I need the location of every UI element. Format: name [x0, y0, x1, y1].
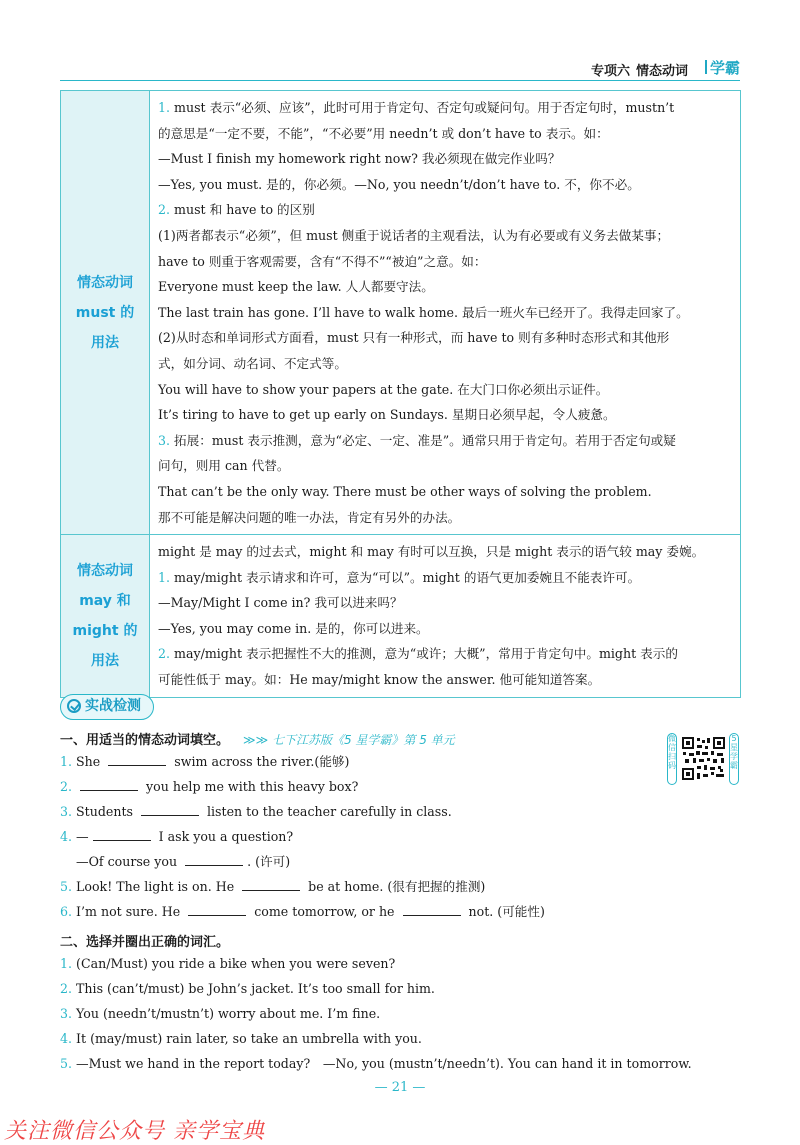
label-line: must 的 — [75, 304, 135, 321]
answer-blank[interactable] — [108, 753, 166, 766]
line-text: —Must I finish my homework right now? 我必须现在做完作业吗？ — [158, 151, 561, 167]
question-text: This (can’t/must) be John’s jacket. It’s too small for him. — [72, 981, 435, 996]
question-text: —Of course you — [76, 854, 182, 869]
question-text: not. (可能性) — [464, 904, 545, 919]
item-number: 4. — [60, 1031, 73, 1046]
choice-question — [60, 954, 395, 974]
line-text: might 是 may 的过去式，might 和 may 有时可以互换，只是 might 表示的语气较 may 委婉。 — [158, 544, 705, 560]
table-line — [158, 249, 734, 275]
line-text: 的意思是“一定不要，不能”，“不必要”用 needn’t 或 don’t have to 表示。如： — [158, 125, 609, 141]
badge-text: 实战检测 — [85, 698, 141, 714]
table-line — [158, 402, 734, 428]
part2-title: 二、选择并圈出正确的词汇。 — [60, 935, 230, 950]
question-text: listen to the teacher carefully in class. — [203, 804, 452, 819]
label-line: 用法 — [91, 334, 119, 351]
fill-question — [60, 777, 358, 797]
answer-blank[interactable] — [80, 778, 138, 791]
item-number: 5. — [60, 1056, 73, 1071]
table-line — [158, 146, 734, 172]
line-text: That can’t be the only way. There must be other ways of solving the problem. — [158, 483, 652, 499]
label-line: may 和 — [79, 592, 131, 609]
table-line — [158, 95, 734, 121]
question-text: I ask you a question? — [154, 829, 294, 844]
question-text: I’m not sure. He — [72, 904, 185, 919]
qr-code-block[interactable] — [667, 731, 740, 787]
line-text: may/might 表示请求和许可，意为“可以”。might 的语气更加委婉且不能表许可。 — [170, 569, 641, 585]
qr-right-label: 5星学霸 — [729, 733, 739, 785]
item-number: 5. — [60, 879, 73, 894]
line-text: Everyone must keep the law. 人人都要守法。 — [158, 279, 434, 295]
question-text: . (许可) — [247, 854, 291, 869]
line-text: (1)两者都表示“必须”，但 must 侧重于说话者的主观看法，认为有必要或有义务去做某事； — [158, 227, 670, 243]
table-line — [158, 300, 734, 326]
brand-logo — [705, 57, 740, 78]
label-line: might 的 — [72, 622, 138, 639]
brand-text: 学霸 — [709, 59, 740, 77]
row-must-content — [150, 91, 741, 535]
item-number: 1. — [60, 956, 73, 971]
table-line — [158, 172, 734, 198]
question-text: swim across the river.(能够) — [170, 754, 350, 769]
question-text: It (may/must) rain later, so take an umbrella with you. — [72, 1031, 422, 1046]
table-line — [158, 325, 734, 351]
table-line — [158, 590, 734, 616]
table-line — [158, 428, 734, 454]
label-line: 情态动词 — [77, 274, 133, 291]
part1-reference: ≫≫ 七下江苏版《5 星学霸》第 5 单元 — [243, 733, 455, 747]
table-line — [158, 641, 734, 667]
item-number: 2. — [158, 202, 171, 218]
item-number: 2. — [60, 981, 73, 996]
table-line — [158, 351, 734, 377]
question-text: Students — [72, 804, 137, 819]
line-text: 拓展：must 表示推测，意为“必定、一定、准是”。通常只用于肯定句。若用于否定句或疑 — [170, 432, 676, 448]
fill-question — [60, 802, 452, 822]
line-text: 问句，则用 can 代替。 — [158, 458, 290, 474]
question-text: be at home. (很有把握的推测) — [304, 879, 486, 894]
fill-question — [60, 827, 293, 847]
table-line — [158, 479, 734, 505]
part1-title-text: 一、用适当的情态动词填空。 — [60, 733, 230, 748]
question-text: you help me with this heavy box? — [142, 779, 359, 794]
practice-badge — [60, 694, 154, 720]
answer-blank[interactable] — [403, 903, 461, 916]
line-text: It’s tiring to have to get up early on Sundays. 星期日必须早起，令人疲惫。 — [158, 407, 616, 423]
line-text: may/might 表示把握性不大的推测，意为“或许；大概”，常用于肯定句中。might 表示的 — [170, 646, 678, 662]
table-line — [158, 121, 734, 147]
fill-question — [60, 877, 485, 897]
check-circle-icon — [67, 699, 81, 713]
label-line: 情态动词 — [77, 562, 133, 579]
row-may-label — [61, 535, 150, 698]
table-line — [158, 505, 734, 531]
table-line — [158, 616, 734, 642]
question-text: (Can/Must) you ride a bike when you were seven? — [72, 956, 396, 971]
table-line — [158, 274, 734, 300]
line-text: You will have to show your papers at the gate. 在大门口你必须出示证件。 — [158, 381, 609, 397]
answer-blank[interactable] — [141, 803, 199, 816]
line-text: (2)从时态和单词形式方面看，must 只有一种形式，而 have to 则有多种时态形式和其他形 — [158, 330, 670, 346]
line-text: —Yes, you must. 是的，你必须。—No, you needn’t/don’t have to. 不，你不必。 — [158, 176, 640, 192]
question-text: You (needn’t/mustn’t) worry about me. I’m fine. — [72, 1006, 381, 1021]
row-must-label — [61, 91, 150, 535]
table-line — [158, 565, 734, 591]
choice-question — [60, 1004, 380, 1024]
grammar-table — [60, 90, 741, 698]
line-text: 那不可能是解决问题的唯一办法，肯定有另外的办法。 — [158, 509, 461, 525]
item-number: 2. — [60, 779, 73, 794]
item-number: 3. — [60, 1006, 73, 1021]
item-number: 3. — [158, 432, 171, 448]
item-number: 1. — [60, 754, 73, 769]
line-text: 可能性低于 may。如：He may/might know the answer. 他可能知道答案。 — [158, 672, 601, 688]
item-number: 1. — [158, 569, 171, 585]
choice-question — [60, 1054, 692, 1074]
question-text: She — [72, 754, 105, 769]
answer-blank[interactable] — [242, 878, 300, 891]
row-may-might — [61, 535, 741, 698]
item-number: 1. — [158, 100, 171, 115]
answer-blank[interactable] — [93, 828, 151, 841]
fill-question — [76, 852, 290, 872]
line-text: —Yes, you may come in. 是的，你可以进来。 — [158, 620, 429, 636]
fill-question — [60, 902, 545, 922]
line-text: —May/Might I come in? 我可以进来吗？ — [158, 595, 403, 611]
choice-question — [60, 979, 435, 999]
label-line: 用法 — [91, 652, 119, 669]
table-line — [158, 197, 734, 223]
fill-question — [60, 752, 349, 772]
line-text: have to 则重于客观需要，含有“不得不”“被迫”之意。如： — [158, 253, 487, 269]
question-text: —Must we hand in the report today? —No, you (mustn’t/needn’t). You can hand it in tomorrow. — [72, 1056, 692, 1071]
header-chapter: 情态动词 — [635, 64, 688, 79]
watermark-text: 关注微信公众号 亲学宝典 — [4, 1119, 265, 1144]
table-line — [158, 453, 734, 479]
question-text — [72, 779, 76, 794]
line-text: The last train has gone. I’ll have to walk home. 最后一班火车已经开了。我得走回家了。 — [158, 304, 689, 320]
choice-question — [60, 1029, 422, 1049]
answer-blank[interactable] — [188, 903, 246, 916]
line-text: 式，如分词、动名词、不定式等。 — [158, 355, 347, 371]
qr-code-icon — [681, 731, 726, 787]
page-header — [60, 56, 740, 81]
table-line — [158, 539, 734, 565]
qr-left-label: 微信扫码 — [667, 733, 677, 785]
line-text: must 和 have to 的区别 — [170, 202, 315, 218]
answer-blank[interactable] — [185, 853, 243, 866]
table-line — [158, 667, 734, 693]
question-text: — — [72, 829, 89, 844]
item-number: 6. — [60, 904, 73, 919]
item-number: 4. — [60, 829, 73, 844]
header-section: 专项六 — [590, 64, 630, 79]
page-number: — 21 — — [374, 1080, 426, 1095]
table-line — [158, 377, 734, 403]
question-text: come tomorrow, or he — [250, 904, 399, 919]
question-text: Look! The light is on. He — [72, 879, 239, 894]
item-number: 3. — [60, 804, 73, 819]
item-number: 2. — [158, 646, 171, 662]
row-must — [61, 91, 741, 535]
line-text: must 表示“必须、应该”，此时可用于肯定句、否定句或疑问句。用于否定句时，mustn’t — [170, 100, 675, 115]
row-may-content — [150, 535, 741, 698]
part1-title — [60, 729, 455, 748]
table-line — [158, 223, 734, 249]
